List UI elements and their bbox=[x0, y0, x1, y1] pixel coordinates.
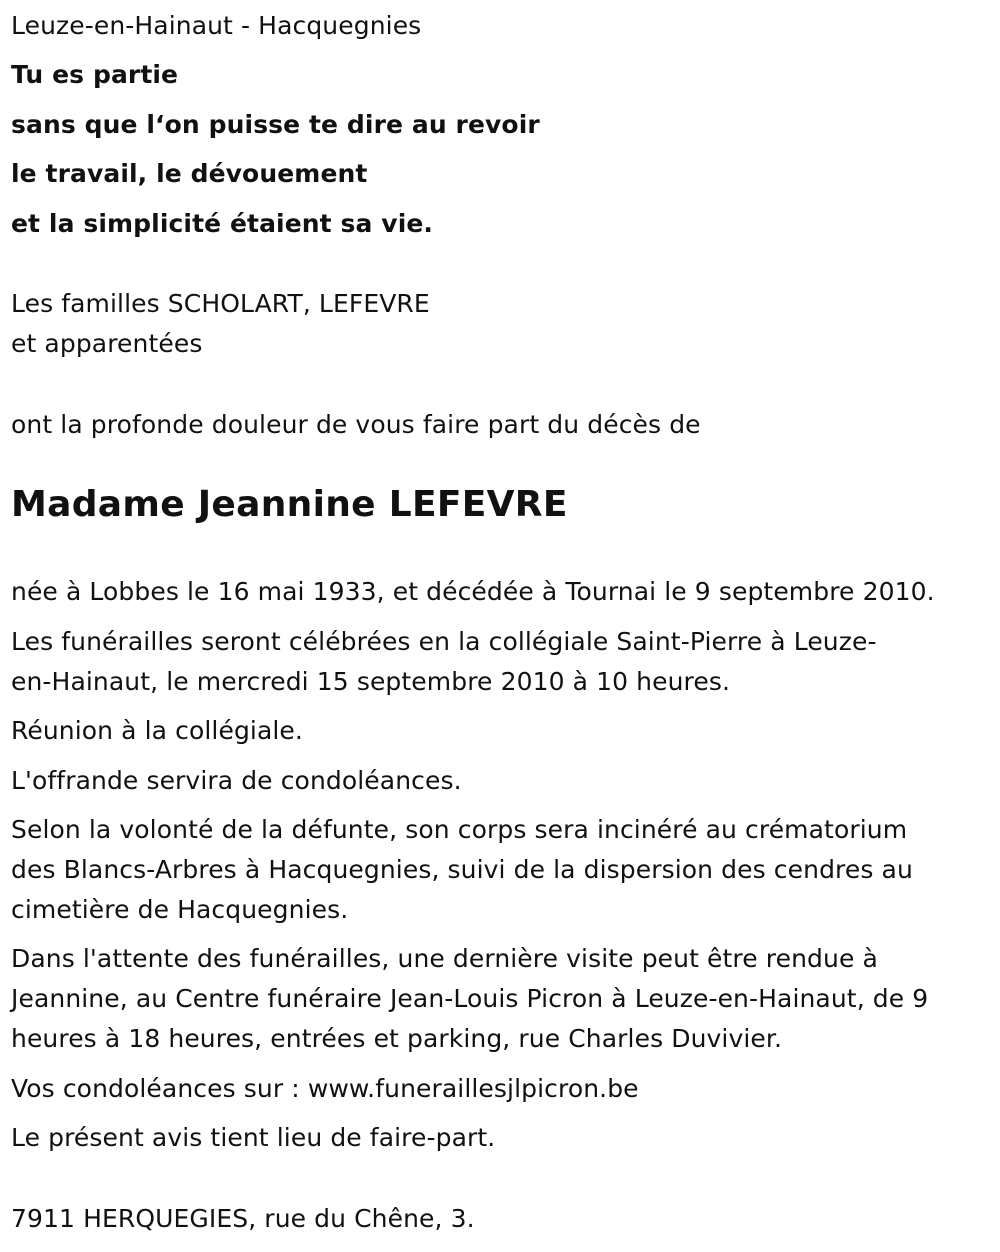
cremation-line-1: Selon la volonté de la défunte, son corps sera incinéré au crématorium bbox=[11, 815, 908, 844]
cremation-line-3: cimetière de Hacquegnies. bbox=[11, 895, 349, 924]
announcement-text: ont la profonde douleur de vous faire part du décès de bbox=[11, 410, 701, 439]
offering-text: L'offrande servira de condoléances. bbox=[11, 766, 462, 795]
poem-line-3: le travail, le dévouement bbox=[11, 159, 368, 188]
condolences-text: Vos condoléances sur : www.funeraillesjlpicron.be bbox=[11, 1074, 639, 1103]
birth-death-text: née à Lobbes le 16 mai 1933, et décédée à Tournai le 9 septembre 2010. bbox=[11, 577, 935, 606]
poem-line-2: sans que l‘on puisse te dire au revoir bbox=[11, 110, 540, 139]
poem-line-4: et la simplicité étaient sa vie. bbox=[11, 209, 434, 238]
funeral-line-1: Les funérailles seront célébrées en la collégiale Saint-Pierre à Leuze- bbox=[11, 627, 877, 656]
reunion-text: Réunion à la collégiale. bbox=[11, 716, 303, 745]
deceased-name: Madame Jeannine LEFEVRE bbox=[11, 484, 568, 525]
visit-line-2: Jeannine, au Centre funéraire Jean-Louis Picron à Leuze-en-Hainaut, de 9 bbox=[11, 984, 929, 1013]
families-line-1: Les familles SCHOLART, LEFEVRE bbox=[11, 289, 430, 318]
funeral-line-2: en-Hainaut, le mercredi 15 septembre 2010 à 10 heures. bbox=[11, 667, 731, 696]
poem-line-1: Tu es partie bbox=[11, 60, 179, 89]
location-header: Leuze-en-Hainaut - Hacquegnies bbox=[11, 11, 422, 40]
cremation-line-2: des Blancs-Arbres à Hacquegnies, suivi de la dispersion des cendres au bbox=[11, 855, 913, 884]
visit-line-1: Dans l'attente des funérailles, une dernière visite peut être rendue à bbox=[11, 944, 878, 973]
address-text: 7911 HERQUEGIES, rue du Chêne, 3. bbox=[11, 1204, 475, 1233]
notice-text: Le présent avis tient lieu de faire-part. bbox=[11, 1123, 496, 1152]
families-line-2: et apparentées bbox=[11, 329, 203, 358]
visit-line-3: heures à 18 heures, entrées et parking, rue Charles Duvivier. bbox=[11, 1024, 783, 1053]
